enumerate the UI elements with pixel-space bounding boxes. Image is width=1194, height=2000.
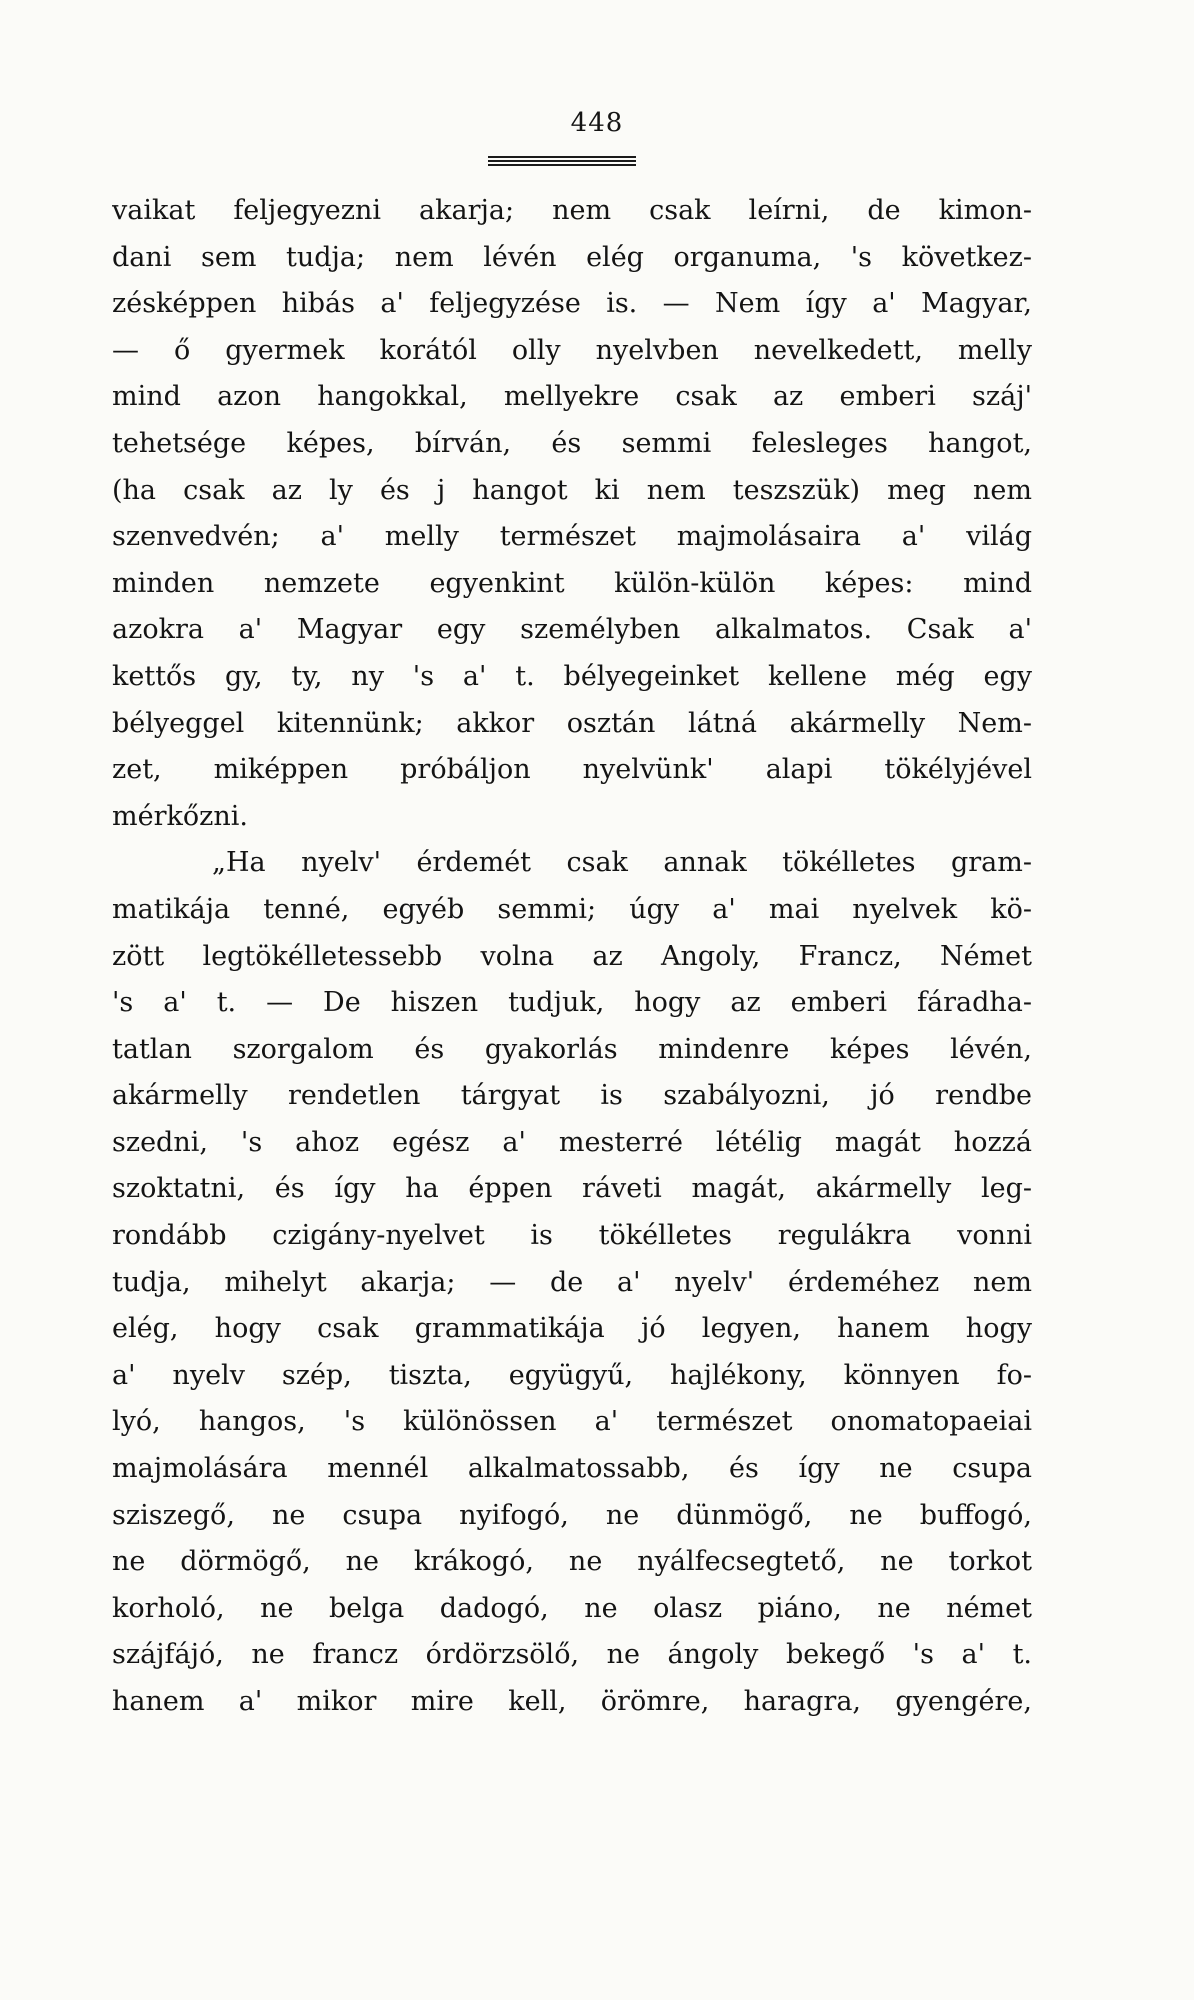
text-line: szenvedvén; a' melly természet majmolásaira a' világ bbox=[112, 521, 1032, 553]
header-rule bbox=[488, 156, 636, 166]
text-line: szájfájó, ne francz órdörzsölő, ne ángoly bekegő 's a' t. bbox=[112, 1639, 1032, 1671]
text-line: (ha csak az ly és j hangot ki nem teszszük) meg nem bbox=[112, 474, 1032, 506]
header-rule-line bbox=[488, 160, 636, 162]
page-number: 448 bbox=[570, 108, 624, 138]
text-line: szedni, 's ahoz egész a' mesterré létélig magát hozzá bbox=[112, 1126, 1032, 1158]
text-line: dani sem tudja; nem lévén elég organuma, 's következ- bbox=[112, 241, 1032, 273]
text-line: hanem a' mikor mire kell, örömre, haragra, gyengére, bbox=[112, 1686, 1032, 1717]
text-line: mérkőzni. bbox=[112, 800, 248, 832]
text-line: tehetsége képes, bírván, és semmi felesleges hangot, bbox=[112, 427, 1032, 459]
text-line: akármelly rendetlen tárgyat is szabályozni, jó rendbe bbox=[112, 1080, 1032, 1112]
text-line: ne dörmögő, ne krákogó, ne nyálfecsegtető, ne torkot bbox=[112, 1546, 1032, 1578]
text-line: bélyeggel kitennünk; akkor osztán látná akármelly Nem- bbox=[112, 707, 1032, 739]
text-line: zet, miképpen próbáljon nyelvünk' alapi tökélyjével bbox=[112, 754, 1032, 786]
text-line: matikája tenné, egyéb semmi; úgy a' mai nyelvek kö- bbox=[112, 893, 1032, 925]
body-text bbox=[112, 188, 1032, 1726]
header-rule-line bbox=[488, 156, 636, 158]
text-line: zésképpen hibás a' feljegyzése is. — Nem így a' Magyar, bbox=[112, 288, 1032, 320]
text-line: vaikat feljegyezni akarja; nem csak leírni, de kimon- bbox=[112, 195, 1032, 226]
text-line: szoktatni, és így ha éppen ráveti magát, akármelly leg- bbox=[112, 1173, 1032, 1205]
text-line: zött legtökélletessebb volna az Angoly, Francz, Német bbox=[112, 940, 1032, 972]
text-line: korholó, ne belga dadogó, ne olasz piáno, ne német bbox=[112, 1592, 1032, 1624]
text-line: a' nyelv szép, tiszta, együgyű, hajlékony, könnyen fo- bbox=[112, 1359, 1032, 1391]
text-line: tudja, mihelyt akarja; — de a' nyelv' érdeméhez nem bbox=[112, 1266, 1032, 1298]
text-line: kettős gy, ty, ny 's a' t. bélyegeinket kellene még egy bbox=[112, 660, 1032, 692]
text-line: mind azon hangokkal, mellyekre csak az emberi száj' bbox=[112, 381, 1032, 413]
text-line: „Ha nyelv' érdemét csak annak tökélletes gram- bbox=[212, 847, 1032, 879]
text-line: lyó, hangos, 's különössen a' természet onomatopaeiai bbox=[112, 1406, 1032, 1438]
text-line: 's a' t. — De hiszen tudjuk, hogy az emberi fáradha- bbox=[112, 987, 1032, 1019]
header-rule-line bbox=[488, 164, 636, 166]
text-line: tatlan szorgalom és gyakorlás mindenre képes lévén, bbox=[112, 1033, 1032, 1065]
text-line: minden nemzete egyenkint külön-külön képes: mind bbox=[112, 567, 1032, 599]
text-line: elég, hogy csak grammatikája jó legyen, hanem hogy bbox=[112, 1313, 1032, 1345]
text-line: — ő gyermek korától olly nyelvben nevelkedett, melly bbox=[112, 334, 1032, 366]
text-line: sziszegő, ne csupa nyifogó, ne dünmögő, ne buffogó, bbox=[112, 1499, 1032, 1531]
text-line: azokra a' Magyar egy személyben alkalmatos. Csak a' bbox=[112, 614, 1032, 646]
text-line: rondább czigány-nyelvet is tökélletes regulákra vonni bbox=[112, 1220, 1032, 1252]
text-line: majmolására mennél alkalmatossabb, és így ne csupa bbox=[112, 1453, 1032, 1485]
